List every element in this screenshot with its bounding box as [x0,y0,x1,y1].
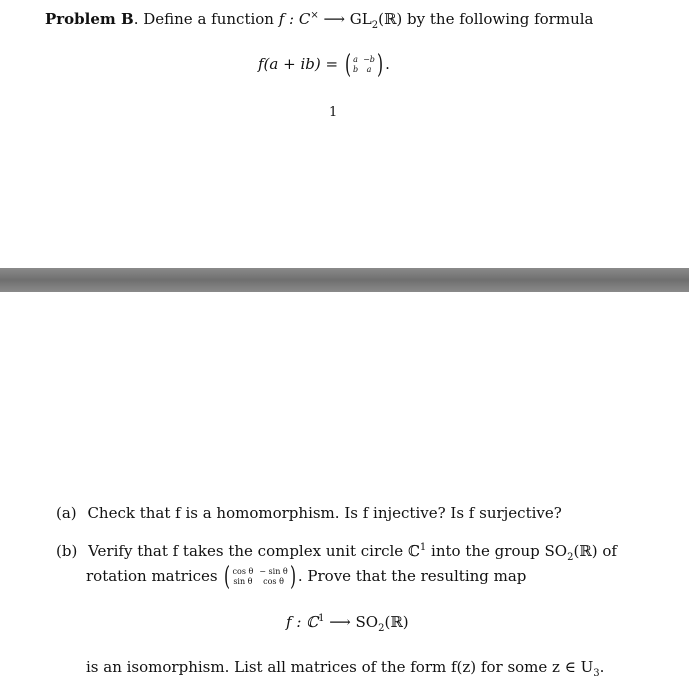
part-b-line1: (b) Verify that f takes the complex unit circle ℂ$^1$ into the group $SO_2(ℝ)$ of [56,542,617,563]
part-a-marker: (a) [56,504,77,522]
part-b-marker: (b) [56,542,78,560]
problem-heading: Problem B. Define a function f : C× ⟶ $GL_2(ℝ)$ by the following formula [45,10,594,31]
map-display: f : ℂ$^1$ ⟶ $SO_2(ℝ)$ [286,613,409,634]
page-bottom [0,292,689,700]
page-number: 1 [329,105,338,120]
rotation-matrix: ( cos θ − sin θ sin θ cos θ ) [224,562,296,592]
page-divider [0,268,689,292]
formula-display: f(a + ib) = ( a −b b a ) . [258,50,390,80]
matrix: ( a −b b a ) [344,50,384,80]
part-b-line3: is an isomorphism. List all matrices of the form f(z) for some z ∈ $U_3$. [86,658,605,679]
page-top [0,0,689,268]
part-a: (a) Check that f is a homomorphism. Is f injective? Is f surjective? [56,504,562,522]
part-b-line2: rotation matrices ( cos θ − sin θ sin θ cos θ ) . Prove that the resulting map [86,562,527,592]
problem-label: Problem B [45,10,134,28]
